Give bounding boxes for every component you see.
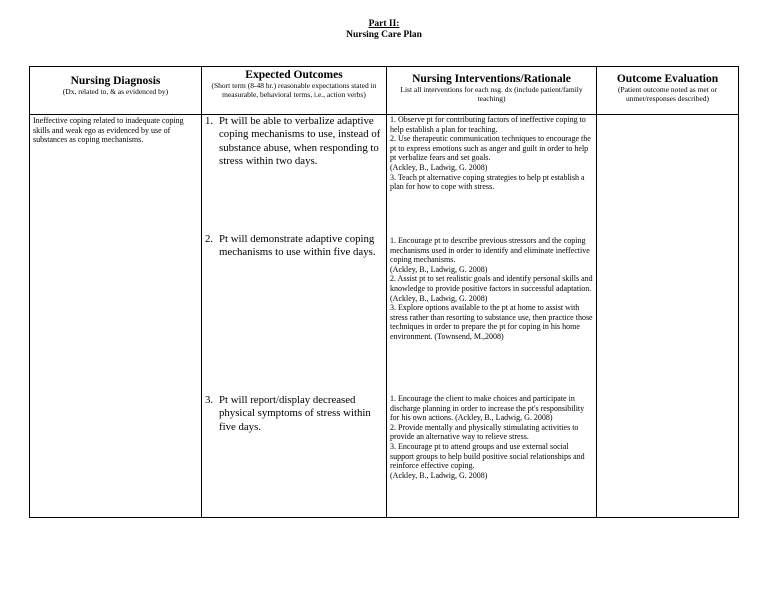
header-nursing-interventions bbox=[387, 67, 597, 115]
column-subheading: List all interventions for each nsg. dx (include patient/family teaching) bbox=[400, 85, 583, 103]
outcome-text: Pt will report/display decreased physical symptoms of stress within five days. bbox=[219, 394, 371, 433]
outcome-text: Pt will demonstrate adaptive coping mechanisms to use within five days. bbox=[219, 233, 376, 259]
column-heading: Nursing Interventions/Rationale bbox=[412, 73, 571, 85]
intervention-item: 3. Teach pt alternative coping strategies to help pt establish a plan for how to cope with stress. bbox=[390, 172, 585, 192]
column-subheading: (Dx, related to, & as evidenced by) bbox=[62, 87, 169, 96]
table-header-row bbox=[30, 67, 739, 115]
outcome-number: 1. bbox=[205, 115, 214, 127]
intervention-item: 2. Use therapeutic communication techniques to encourage the pt to express emotions such as anger and guilt in order to help pt verbalize fears and set goals. bbox=[390, 134, 591, 163]
outcomes-cell bbox=[202, 115, 387, 518]
intervention-item: 1. Observe pt for contributing factors of ineffective coping to help establish a plan for teaching. bbox=[390, 115, 586, 134]
intervention-item: 1. Encourage pt to describe previous stressors and the coping mechanisms used in order to identify and eliminate ineffective coping mechanisms. bbox=[390, 236, 590, 265]
intervention-item: 3. Explore options available to the pt at home to assist with stress rather than resorting to substance use, then practice those techniques in order to prepare the pt for coping in his home environment. (Townsend, M.,2008) bbox=[390, 303, 593, 341]
interventions-group-3 bbox=[390, 394, 593, 480]
header-expected-outcomes bbox=[202, 67, 387, 115]
diagnosis-text: Ineffective coping related to inadequate coping skills and weak ego as evidenced by use of substances as coping mechanisms. bbox=[33, 116, 184, 145]
intervention-citation: (Ackley, B., Ladwig, G. 2008) bbox=[390, 264, 488, 274]
diagnosis-cell bbox=[30, 115, 202, 518]
interventions-group-2 bbox=[390, 236, 593, 342]
page-header bbox=[0, 19, 768, 41]
column-heading: Expected Outcomes bbox=[245, 69, 343, 81]
outcome-text: Pt will be able to verbalize adaptive coping mechanisms to use, instead of substance abuse, when responding to stress within two days. bbox=[219, 115, 381, 168]
column-subheading: (Patient outcome noted as met or unmet/responses described) bbox=[618, 85, 717, 103]
column-heading: Outcome Evaluation bbox=[616, 73, 719, 85]
intervention-citation: (Ackley, B., Ladwig, G. 2008) bbox=[390, 162, 488, 172]
column-heading: Nursing Diagnosis bbox=[70, 75, 161, 87]
outcome-number: 2. bbox=[205, 233, 214, 245]
intervention-item: 2. Provide mentally and physically stimulating activities to provide an alternative way to relieve stress. bbox=[390, 422, 579, 442]
table-row bbox=[30, 115, 739, 518]
column-subheading: (Short term (8-48 hr.) reasonable expectations stated in measurable, behavioral terms, i.e., action verbs) bbox=[211, 81, 377, 99]
interventions-cell bbox=[387, 115, 597, 518]
interventions-group-1 bbox=[390, 115, 593, 192]
header-nursing-diagnosis bbox=[30, 67, 202, 115]
part-label: Part II: bbox=[368, 19, 400, 29]
header-outcome-evaluation bbox=[597, 67, 739, 115]
page-title: Nursing Care Plan bbox=[346, 30, 422, 40]
outcome-1 bbox=[202, 115, 383, 169]
care-plan-table bbox=[29, 66, 739, 518]
outcome-2 bbox=[202, 233, 383, 260]
outcome-number: 3. bbox=[205, 394, 214, 406]
intervention-citation: (Ackley, B., Ladwig, G. 2008) bbox=[390, 470, 488, 480]
intervention-item: 3. Encourage pt to attend groups and use external social support groups to help build positive social relationships and reinforce effective coping. bbox=[390, 441, 585, 471]
intervention-item: 2. Assist pt to set realistic goals and identify personal skills and knowledge to provide positive factors in successful adaptation. (Ackley, B., Ladwig, G. 2008) bbox=[390, 274, 593, 303]
evaluation-cell bbox=[597, 115, 739, 518]
outcome-3 bbox=[202, 394, 383, 434]
intervention-item: 1. Encourage the client to make choices and participate in discharge planning in order to increase the pt's responsibility for his own actions. (Ackley, B., Ladwig, G. 2008) bbox=[390, 394, 585, 423]
